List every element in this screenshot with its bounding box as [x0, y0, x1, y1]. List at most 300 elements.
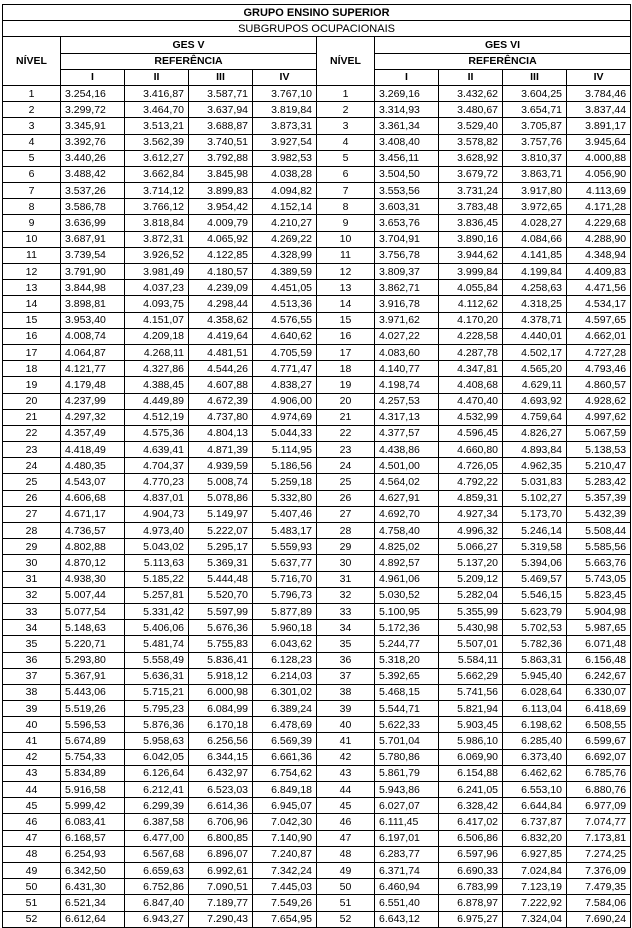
ges-v-ref-ii-cell: 3.464,70 [125, 102, 189, 118]
ges-vi-nivel-cell: 51 [317, 895, 375, 911]
ges-v-ref-iii-cell: 4.065,92 [189, 231, 253, 247]
ges-v-ref-ii-cell: 5.958,63 [125, 733, 189, 749]
ges-vi-ref-iv-cell: 5.138,53 [567, 442, 631, 458]
ges-vi-ref-i-cell: 3.408,40 [375, 134, 439, 150]
ges-v-nivel-cell: 11 [3, 247, 61, 263]
ges-v-nivel-cell: 36 [3, 652, 61, 668]
ges-vi-ref-iii-cell: 3.604,25 [503, 85, 567, 101]
ges-v-ref-iv-cell: 5.114,95 [253, 442, 317, 458]
table-row [3, 264, 631, 280]
ges-vi-ref-iii-cell: 4.199,84 [503, 264, 567, 280]
ges-vi-nivel-cell: 9 [317, 215, 375, 231]
ges-vi-ref-iii-cell: 4.141,85 [503, 247, 567, 263]
ges-vi-ref-iv-cell: 6.418,69 [567, 701, 631, 717]
ref-header-left-iii: III [189, 69, 253, 85]
ges-vi-ref-i-cell: 4.317,13 [375, 409, 439, 425]
table-row [3, 490, 631, 506]
ges-v-ref-ii-cell: 5.257,81 [125, 587, 189, 603]
ges-v-ref-ii-cell: 6.567,68 [125, 846, 189, 862]
ges-v-ref-ii-cell: 6.847,40 [125, 895, 189, 911]
ges-v-ref-ii-cell: 6.477,00 [125, 830, 189, 846]
ges-v-nivel-cell: 50 [3, 879, 61, 895]
ges-v-ref-i-cell: 6.521,34 [61, 895, 125, 911]
ges-v-nivel-cell: 51 [3, 895, 61, 911]
ges-vi-nivel-cell: 3 [317, 118, 375, 134]
ges-vi-ref-i-cell: 4.377,57 [375, 425, 439, 441]
ges-vi-ref-ii-cell: 6.597,96 [439, 846, 503, 862]
ges-vi-ref-ii-cell: 4.408,68 [439, 377, 503, 393]
ges-v-nivel-cell: 32 [3, 587, 61, 603]
ges-v-ref-iv-cell: 4.038,28 [253, 166, 317, 182]
ges-v-ref-iii-cell: 6.523,03 [189, 782, 253, 798]
ges-vi-ref-iv-cell: 5.067,59 [567, 425, 631, 441]
ges-vi-nivel-cell: 25 [317, 474, 375, 490]
ges-vi-ref-ii-cell: 6.975,27 [439, 911, 503, 927]
ges-v-ref-iii-cell: 4.180,57 [189, 264, 253, 280]
ges-v-ref-iii-cell: 4.009,79 [189, 215, 253, 231]
ges-v-ref-iii-cell: 3.688,87 [189, 118, 253, 134]
ges-vi-ref-ii-cell: 3.529,40 [439, 118, 503, 134]
ges-v-ref-iii-cell: 4.544,26 [189, 361, 253, 377]
ges-v-nivel-cell: 23 [3, 442, 61, 458]
ges-v-ref-i-cell: 4.357,49 [61, 425, 125, 441]
ges-v-nivel-cell: 4 [3, 134, 61, 150]
ges-v-ref-ii-cell: 3.612,27 [125, 150, 189, 166]
ges-vi-ref-i-cell: 4.438,86 [375, 442, 439, 458]
ges-v-nivel-cell: 25 [3, 474, 61, 490]
ges-v-ref-iv-cell: 6.128,23 [253, 652, 317, 668]
ges-v-ref-iii-cell: 6.432,97 [189, 765, 253, 781]
ges-v-ref-iii-cell: 7.290,43 [189, 911, 253, 927]
ges-vi-ref-iv-cell: 6.242,67 [567, 668, 631, 684]
ges-v-ref-iv-cell: 4.513,36 [253, 296, 317, 312]
ges-vi-ref-i-cell: 4.257,53 [375, 393, 439, 409]
ges-v-ref-iii-cell: 6.800,85 [189, 830, 253, 846]
ges-vi-ref-i-cell: 3.971,62 [375, 312, 439, 328]
ges-vi-ref-i-cell: 5.861,79 [375, 765, 439, 781]
ges-v-ref-i-cell: 3.844,98 [61, 280, 125, 296]
ges-v-ref-i-cell: 4.418,49 [61, 442, 125, 458]
ges-vi-ref-iv-cell: 7.690,24 [567, 911, 631, 927]
ges-vi-ref-iv-cell: 6.508,55 [567, 717, 631, 733]
ges-v-ref-iv-cell: 4.269,22 [253, 231, 317, 247]
ges-vi-ref-ii-cell: 5.584,11 [439, 652, 503, 668]
ges-vi-ref-iii-cell: 3.972,65 [503, 199, 567, 215]
ges-v-nivel-cell: 14 [3, 296, 61, 312]
ges-vi-ref-iv-cell: 6.156,48 [567, 652, 631, 668]
ges-vi-ref-ii-cell: 5.137,20 [439, 555, 503, 571]
ges-vi-ref-iii-cell: 5.546,15 [503, 587, 567, 603]
table-row [3, 280, 631, 296]
ges-vi-nivel-cell: 26 [317, 490, 375, 506]
ges-v-ref-ii-cell: 4.770,23 [125, 474, 189, 490]
ges-vi-ref-iv-cell: 4.534,17 [567, 296, 631, 312]
ges-vi-ref-ii-cell: 4.170,20 [439, 312, 503, 328]
ges-vi-ref-iv-cell: 5.357,39 [567, 490, 631, 506]
ges-v-ref-iii-cell: 4.939,59 [189, 458, 253, 474]
ges-v-ref-iii-cell: 6.992,61 [189, 862, 253, 878]
ges-vi-ref-i-cell: 6.111,45 [375, 814, 439, 830]
ges-vi-ref-iii-cell: 7.123,19 [503, 879, 567, 895]
ges-vi-nivel-cell: 21 [317, 409, 375, 425]
ges-v-ref-iii-cell: 5.520,70 [189, 587, 253, 603]
ges-vi-ref-iii-cell: 6.028,64 [503, 684, 567, 700]
ges-vi-ref-iii-cell: 4.893,84 [503, 442, 567, 458]
table-row [3, 555, 631, 571]
ges-v-ref-iii-cell: 4.672,39 [189, 393, 253, 409]
ges-vi-nivel-cell: 1 [317, 85, 375, 101]
ges-vi-ref-iii-cell: 5.945,40 [503, 668, 567, 684]
ges-v-ref-iv-cell: 4.094,82 [253, 183, 317, 199]
ges-v-nivel-cell: 15 [3, 312, 61, 328]
ges-vi-ref-ii-cell: 4.792,22 [439, 474, 503, 490]
ges-v-ref-i-cell: 4.480,35 [61, 458, 125, 474]
table-row [3, 166, 631, 182]
ges-vi-nivel-cell: 7 [317, 183, 375, 199]
ges-v-ref-i-cell: 5.007,44 [61, 587, 125, 603]
ges-vi-ref-iii-cell: 5.031,83 [503, 474, 567, 490]
ges-vi-ref-ii-cell: 5.903,45 [439, 717, 503, 733]
ges-v-nivel-cell: 40 [3, 717, 61, 733]
ges-v-ref-iv-cell: 6.214,03 [253, 668, 317, 684]
ges-v-ref-iv-cell: 5.796,73 [253, 587, 317, 603]
ges-vi-ref-iv-cell: 7.173,81 [567, 830, 631, 846]
ges-v-nivel-cell: 5 [3, 150, 61, 166]
ges-v-ref-i-cell: 4.543,07 [61, 474, 125, 490]
table-row [3, 425, 631, 441]
ges-vi-nivel-cell: 43 [317, 765, 375, 781]
referencia-header-left: REFERÊNCIA [61, 53, 317, 69]
ges-vi-ref-i-cell: 6.460,94 [375, 879, 439, 895]
ges-vi-nivel-cell: 20 [317, 393, 375, 409]
ges-v-ref-i-cell: 6.431,30 [61, 879, 125, 895]
ges-v-nivel-cell: 44 [3, 782, 61, 798]
ges-vi-ref-iv-cell: 4.662,01 [567, 328, 631, 344]
table-row [3, 231, 631, 247]
ges-vi-nivel-cell: 49 [317, 862, 375, 878]
ges-v-ref-iii-cell: 4.239,09 [189, 280, 253, 296]
table-row [3, 409, 631, 425]
ges-v-ref-i-cell: 5.834,89 [61, 765, 125, 781]
ges-v-ref-ii-cell: 6.943,27 [125, 911, 189, 927]
ges-v-ref-ii-cell: 5.876,36 [125, 717, 189, 733]
ges-v-ref-iv-cell: 6.945,07 [253, 798, 317, 814]
ges-vi-ref-iv-cell: 5.904,98 [567, 603, 631, 619]
table-row [3, 506, 631, 522]
ges-vi-ref-ii-cell: 4.927,34 [439, 506, 503, 522]
table-row [3, 911, 631, 927]
table-row [3, 393, 631, 409]
ges-v-ref-iii-cell: 4.122,85 [189, 247, 253, 263]
ges-vi-ref-iv-cell: 4.171,28 [567, 199, 631, 215]
ges-vi-ref-iv-cell: 7.376,09 [567, 862, 631, 878]
ges-v-ref-i-cell: 3.440,26 [61, 150, 125, 166]
ges-vi-nivel-cell: 38 [317, 684, 375, 700]
ges-vi-ref-iv-cell: 5.663,76 [567, 555, 631, 571]
ges-v-ref-i-cell: 3.586,78 [61, 199, 125, 215]
ges-v-ref-iv-cell: 7.445,03 [253, 879, 317, 895]
ges-v-ref-i-cell: 4.121,77 [61, 361, 125, 377]
ges-vi-ref-ii-cell: 4.287,78 [439, 344, 503, 360]
group-header-ges-vi: GES VI [375, 37, 631, 53]
ges-vi-ref-i-cell: 3.653,76 [375, 215, 439, 231]
ges-v-nivel-cell: 26 [3, 490, 61, 506]
ges-v-nivel-cell: 29 [3, 539, 61, 555]
ges-v-ref-iv-cell: 3.982,53 [253, 150, 317, 166]
ges-vi-ref-i-cell: 3.553,56 [375, 183, 439, 199]
ges-vi-ref-iii-cell: 6.462,62 [503, 765, 567, 781]
ges-vi-ref-i-cell: 5.943,86 [375, 782, 439, 798]
table-row [3, 215, 631, 231]
ges-vi-ref-iii-cell: 7.024,84 [503, 862, 567, 878]
ges-vi-ref-iii-cell: 4.759,64 [503, 409, 567, 425]
referencia-header-right: REFERÊNCIA [375, 53, 631, 69]
ges-vi-ref-iii-cell: 4.502,17 [503, 344, 567, 360]
table-row [3, 312, 631, 328]
ges-vi-ref-iii-cell: 6.553,10 [503, 782, 567, 798]
ges-vi-nivel-cell: 45 [317, 798, 375, 814]
ges-v-ref-iii-cell: 6.614,36 [189, 798, 253, 814]
table-row [3, 749, 631, 765]
ges-vi-nivel-cell: 42 [317, 749, 375, 765]
ges-v-ref-iv-cell: 6.754,62 [253, 765, 317, 781]
ges-v-ref-i-cell: 5.519,26 [61, 701, 125, 717]
ges-vi-ref-iii-cell: 5.394,06 [503, 555, 567, 571]
ges-v-ref-iii-cell: 6.344,15 [189, 749, 253, 765]
ges-vi-nivel-cell: 35 [317, 636, 375, 652]
ges-vi-ref-iv-cell: 5.743,05 [567, 571, 631, 587]
ges-vi-ref-ii-cell: 3.890,16 [439, 231, 503, 247]
ges-vi-nivel-cell: 41 [317, 733, 375, 749]
ges-v-ref-ii-cell: 5.558,49 [125, 652, 189, 668]
ges-v-ref-iv-cell: 7.549,26 [253, 895, 317, 911]
ges-vi-ref-i-cell: 4.961,06 [375, 571, 439, 587]
ges-v-ref-iii-cell: 7.189,77 [189, 895, 253, 911]
ges-v-ref-iii-cell: 7.090,51 [189, 879, 253, 895]
ges-v-ref-i-cell: 3.791,90 [61, 264, 125, 280]
ges-vi-nivel-cell: 6 [317, 166, 375, 182]
ges-v-ref-i-cell: 4.736,57 [61, 523, 125, 539]
ges-vi-ref-iii-cell: 6.113,04 [503, 701, 567, 717]
ges-v-ref-iii-cell: 5.295,17 [189, 539, 253, 555]
ges-v-ref-iv-cell: 6.661,36 [253, 749, 317, 765]
ges-v-ref-ii-cell: 4.512,19 [125, 409, 189, 425]
ges-v-ref-i-cell: 4.179,48 [61, 377, 125, 393]
ref-header-right-ii: II [439, 69, 503, 85]
ges-vi-ref-i-cell: 5.544,71 [375, 701, 439, 717]
ges-v-ref-i-cell: 5.999,42 [61, 798, 125, 814]
ges-vi-nivel-cell: 18 [317, 361, 375, 377]
ges-vi-ref-i-cell: 4.140,77 [375, 361, 439, 377]
table-row [3, 328, 631, 344]
ges-v-ref-iii-cell: 5.078,86 [189, 490, 253, 506]
ges-v-ref-ii-cell: 6.042,05 [125, 749, 189, 765]
ges-vi-ref-ii-cell: 6.878,97 [439, 895, 503, 911]
ges-vi-ref-iii-cell: 3.917,80 [503, 183, 567, 199]
ges-vi-ref-iii-cell: 6.198,62 [503, 717, 567, 733]
ges-v-ref-i-cell: 5.148,63 [61, 620, 125, 636]
ges-v-ref-i-cell: 4.237,99 [61, 393, 125, 409]
ges-v-ref-ii-cell: 4.449,89 [125, 393, 189, 409]
ges-v-ref-ii-cell: 6.752,86 [125, 879, 189, 895]
ges-vi-ref-ii-cell: 5.662,29 [439, 668, 503, 684]
ges-v-ref-iv-cell: 5.483,17 [253, 523, 317, 539]
table-row [3, 458, 631, 474]
ges-vi-ref-i-cell: 5.318,20 [375, 652, 439, 668]
table-row [3, 830, 631, 846]
ges-v-ref-i-cell: 5.293,80 [61, 652, 125, 668]
ges-vi-ref-ii-cell: 5.430,98 [439, 620, 503, 636]
ges-vi-ref-iii-cell: 5.319,58 [503, 539, 567, 555]
salary-table-sheet [2, 4, 630, 928]
ges-v-ref-i-cell: 3.392,76 [61, 134, 125, 150]
ges-v-ref-iii-cell: 4.804,13 [189, 425, 253, 441]
ges-v-ref-iii-cell: 3.899,83 [189, 183, 253, 199]
table-row [3, 571, 631, 587]
ges-v-ref-iii-cell: 4.358,62 [189, 312, 253, 328]
ges-v-ref-iii-cell: 5.836,41 [189, 652, 253, 668]
ges-v-ref-iv-cell: 7.654,95 [253, 911, 317, 927]
ges-v-ref-ii-cell: 5.481,74 [125, 636, 189, 652]
table-row [3, 879, 631, 895]
ges-v-ref-ii-cell: 6.126,64 [125, 765, 189, 781]
table-row [3, 846, 631, 862]
ges-v-ref-iv-cell: 5.877,89 [253, 603, 317, 619]
ges-vi-ref-ii-cell: 3.628,92 [439, 150, 503, 166]
ges-v-nivel-cell: 12 [3, 264, 61, 280]
ges-vi-ref-ii-cell: 3.679,72 [439, 166, 503, 182]
ges-v-nivel-cell: 41 [3, 733, 61, 749]
ges-v-ref-ii-cell: 4.704,37 [125, 458, 189, 474]
table-row [3, 587, 631, 603]
table-subtitle: SUBGRUPOS OCUPACIONAIS [3, 21, 631, 37]
ges-v-ref-iii-cell: 4.298,44 [189, 296, 253, 312]
ges-vi-ref-iv-cell: 5.585,56 [567, 539, 631, 555]
ges-v-ref-ii-cell: 3.981,49 [125, 264, 189, 280]
ges-vi-ref-iv-cell: 4.288,90 [567, 231, 631, 247]
ges-v-nivel-cell: 48 [3, 846, 61, 862]
table-row [3, 183, 631, 199]
ges-v-ref-i-cell: 3.636,99 [61, 215, 125, 231]
ges-vi-ref-iv-cell: 6.071,48 [567, 636, 631, 652]
ges-v-ref-ii-cell: 4.209,18 [125, 328, 189, 344]
ges-v-ref-iv-cell: 4.451,05 [253, 280, 317, 296]
ges-v-nivel-cell: 33 [3, 603, 61, 619]
ges-vi-ref-iii-cell: 5.102,27 [503, 490, 567, 506]
ges-v-ref-ii-cell: 5.636,31 [125, 668, 189, 684]
table-body [3, 85, 631, 927]
ges-v-nivel-cell: 31 [3, 571, 61, 587]
ges-v-ref-iii-cell: 6.084,99 [189, 701, 253, 717]
ges-vi-nivel-cell: 40 [317, 717, 375, 733]
ges-vi-ref-i-cell: 5.172,36 [375, 620, 439, 636]
ges-v-ref-ii-cell: 5.113,63 [125, 555, 189, 571]
ges-vi-ref-i-cell: 6.551,40 [375, 895, 439, 911]
ges-vi-ref-ii-cell: 5.209,12 [439, 571, 503, 587]
ges-v-ref-iv-cell: 4.152,14 [253, 199, 317, 215]
ref-header-right-iii: III [503, 69, 567, 85]
ges-v-nivel-cell: 43 [3, 765, 61, 781]
ges-v-ref-iii-cell: 3.637,94 [189, 102, 253, 118]
ges-vi-ref-ii-cell: 4.112,62 [439, 296, 503, 312]
ges-v-nivel-cell: 7 [3, 183, 61, 199]
ges-v-ref-i-cell: 4.606,68 [61, 490, 125, 506]
ges-vi-ref-iv-cell: 4.793,46 [567, 361, 631, 377]
ges-v-nivel-cell: 13 [3, 280, 61, 296]
ges-v-ref-iii-cell: 3.954,42 [189, 199, 253, 215]
ges-vi-ref-i-cell: 6.197,01 [375, 830, 439, 846]
ges-v-ref-iv-cell: 5.559,93 [253, 539, 317, 555]
ges-vi-ref-ii-cell: 3.731,24 [439, 183, 503, 199]
ges-vi-ref-i-cell: 4.027,22 [375, 328, 439, 344]
table-row [3, 668, 631, 684]
ges-v-ref-i-cell: 5.220,71 [61, 636, 125, 652]
ges-v-ref-ii-cell: 4.037,23 [125, 280, 189, 296]
table-row [3, 814, 631, 830]
ges-v-ref-ii-cell: 5.331,42 [125, 603, 189, 619]
ges-vi-nivel-cell: 44 [317, 782, 375, 798]
ges-v-ref-ii-cell: 3.926,52 [125, 247, 189, 263]
ref-header-left-iv: IV [253, 69, 317, 85]
ges-v-ref-iv-cell: 6.478,69 [253, 717, 317, 733]
ges-v-ref-iii-cell: 5.444,48 [189, 571, 253, 587]
group-header-ges-v: GES V [61, 37, 317, 53]
table-row [3, 684, 631, 700]
ges-vi-ref-iv-cell: 3.837,44 [567, 102, 631, 118]
ges-v-ref-iv-cell: 4.771,47 [253, 361, 317, 377]
ges-v-ref-iv-cell: 3.927,54 [253, 134, 317, 150]
table-row [3, 150, 631, 166]
ges-vi-nivel-cell: 12 [317, 264, 375, 280]
ges-v-ref-iii-cell: 6.256,56 [189, 733, 253, 749]
table-row [3, 620, 631, 636]
ges-v-nivel-cell: 6 [3, 166, 61, 182]
ges-vi-ref-iv-cell: 4.928,62 [567, 393, 631, 409]
ges-vi-ref-i-cell: 5.392,65 [375, 668, 439, 684]
ges-vi-ref-iv-cell: 4.727,28 [567, 344, 631, 360]
ges-v-ref-iv-cell: 4.210,27 [253, 215, 317, 231]
table-row [3, 733, 631, 749]
nivel-header-right: NÍVEL [317, 37, 375, 86]
ges-v-ref-ii-cell: 4.973,40 [125, 523, 189, 539]
ges-v-ref-i-cell: 5.596,53 [61, 717, 125, 733]
ges-vi-ref-iv-cell: 3.945,64 [567, 134, 631, 150]
ges-vi-ref-i-cell: 5.244,77 [375, 636, 439, 652]
ges-vi-ref-iii-cell: 3.757,76 [503, 134, 567, 150]
ges-vi-ref-iv-cell: 4.597,65 [567, 312, 631, 328]
ges-vi-ref-i-cell: 3.269,16 [375, 85, 439, 101]
table-row [3, 296, 631, 312]
ges-vi-ref-i-cell: 4.692,70 [375, 506, 439, 522]
ges-vi-ref-i-cell: 4.501,00 [375, 458, 439, 474]
ges-v-ref-ii-cell: 6.659,63 [125, 862, 189, 878]
ges-v-ref-iv-cell: 7.140,90 [253, 830, 317, 846]
ges-v-ref-iii-cell: 5.918,12 [189, 668, 253, 684]
ges-vi-ref-iii-cell: 4.826,27 [503, 425, 567, 441]
ges-v-nivel-cell: 18 [3, 361, 61, 377]
ges-vi-ref-iv-cell: 5.987,65 [567, 620, 631, 636]
table-row [3, 636, 631, 652]
table-row [3, 118, 631, 134]
ges-vi-nivel-cell: 14 [317, 296, 375, 312]
ges-v-ref-iii-cell: 4.737,80 [189, 409, 253, 425]
ges-v-ref-iv-cell: 4.640,62 [253, 328, 317, 344]
table-row [3, 862, 631, 878]
ref-header-left-i: I [61, 69, 125, 85]
ges-v-nivel-cell: 17 [3, 344, 61, 360]
ges-vi-ref-i-cell: 3.756,78 [375, 247, 439, 263]
ges-v-ref-ii-cell: 4.388,45 [125, 377, 189, 393]
